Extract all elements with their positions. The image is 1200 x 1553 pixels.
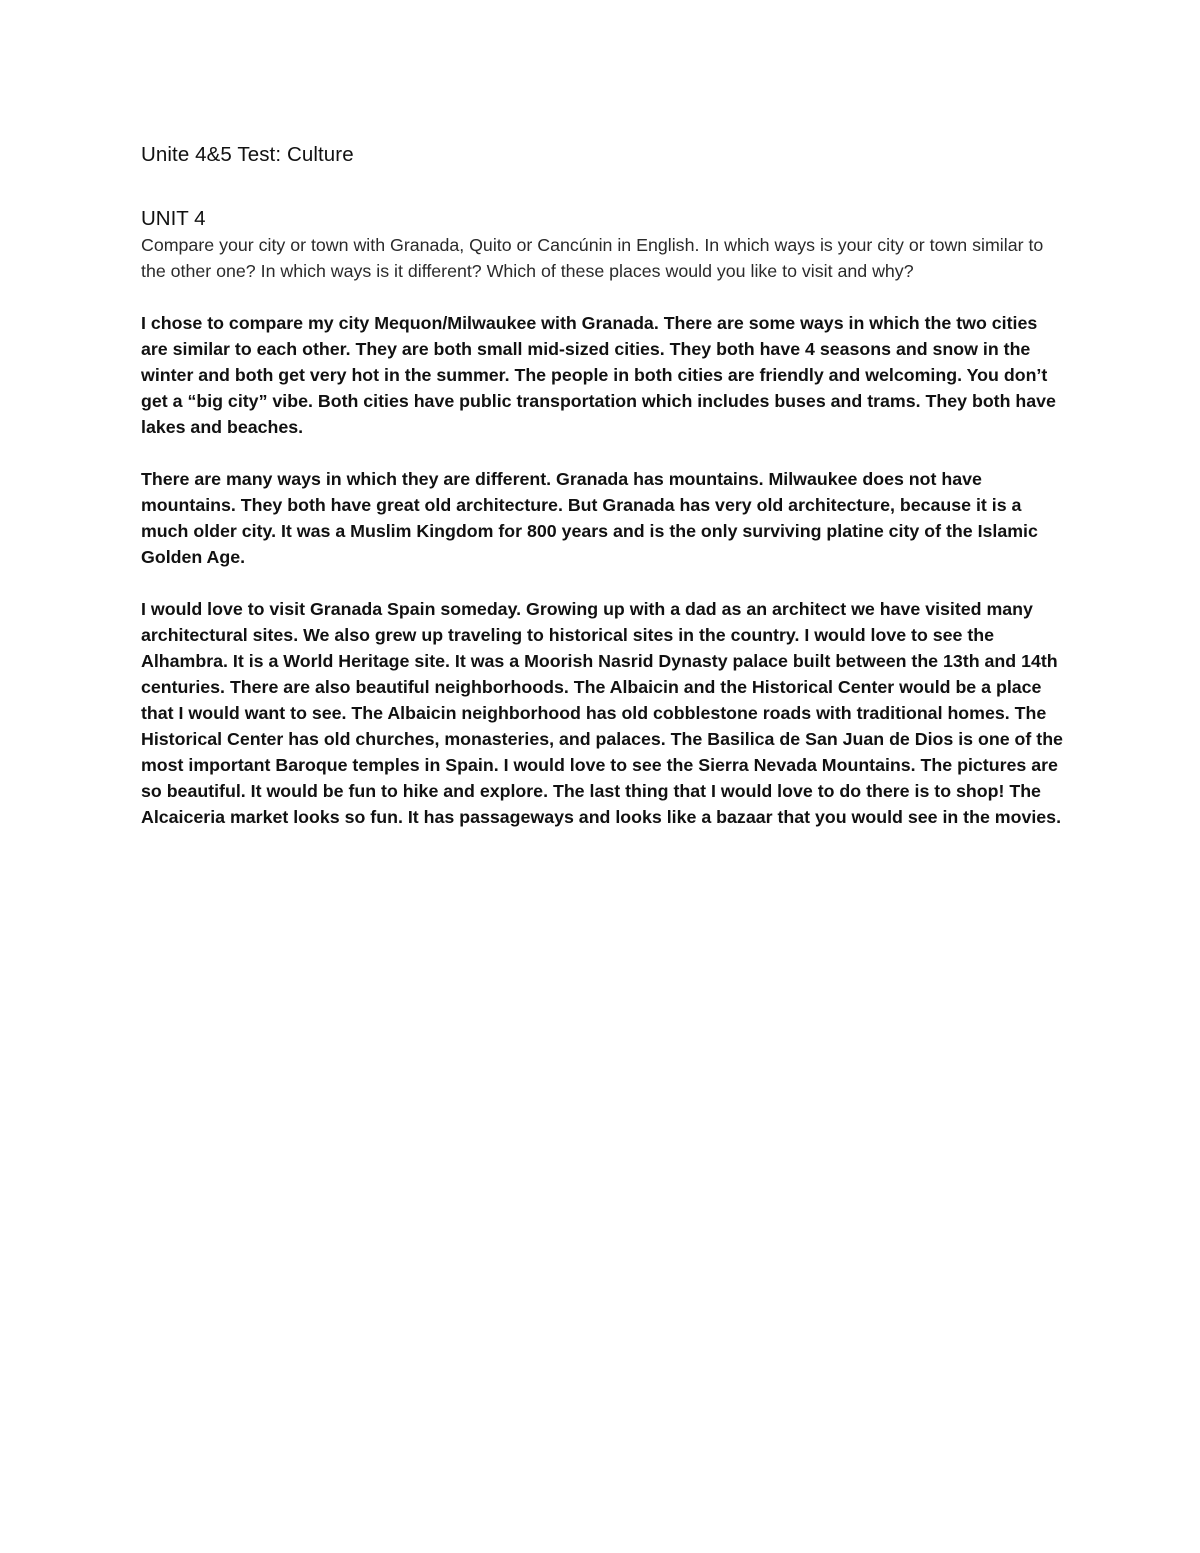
document-page [141,140,1066,856]
answer-paragraph-differences: There are many ways in which they are different. Granada has mountains. Milwaukee does not have mountains. They both have great old architecture. But Granada has very old architecture, because it is a much older city. It was a Muslim Kingdom for 800 years and is the only surviving platine city of the Islamic Golden Age. [141,469,1038,567]
question-prompt: Compare your city or town with Granada, Quito or Cancúnin in English. In which ways is your city or town similar to the other one? In which ways is it different? Which of these places would you like to visit and why? [141,235,1044,281]
answer-paragraph-visit: I would love to visit Granada Spain someday. Growing up with a dad as an architect we have visited many architectural sites. We also grew up traveling to historical sites in the country. I would love to see the Alhambra. It is a World Heritage site. It was a Moorish Nasrid Dynasty palace built between the 13th and 14th centuries. There are also beautiful neighborhoods. The Albaicin and the Historical Center would be a place that I would want to see. The Albaicin neighborhood has old cobblestone roads with traditional homes. The Historical Center has old churches, monasteries, and palaces. The Basilica de San Juan de Dios is one of the most important Baroque temples in Spain. I would love to see the Sierra Nevada Mountains. The pictures are so beautiful. It would be fun to hike and explore. The last thing that I would love to do there is to shop! The Alcaiceria market looks so fun. It has passageways and looks like a bazaar that you would see in the movies. [141,599,1063,827]
unit-heading: UNIT 4 [141,207,206,230]
document-title: Unite 4&5 Test: Culture [141,143,354,166]
answer-paragraph-similarities: I chose to compare my city Mequon/Milwaukee with Granada. There are some ways in which the two cities are similar to each other. They are both small mid-sized cities. They both have 4 seasons and snow in the winter and both get very hot in the summer. The people in both cities are friendly and welcoming. You don’t get a “big city” vibe. Both cities have public transportation which includes buses and trams. They both have lakes and beaches. [141,313,1056,437]
